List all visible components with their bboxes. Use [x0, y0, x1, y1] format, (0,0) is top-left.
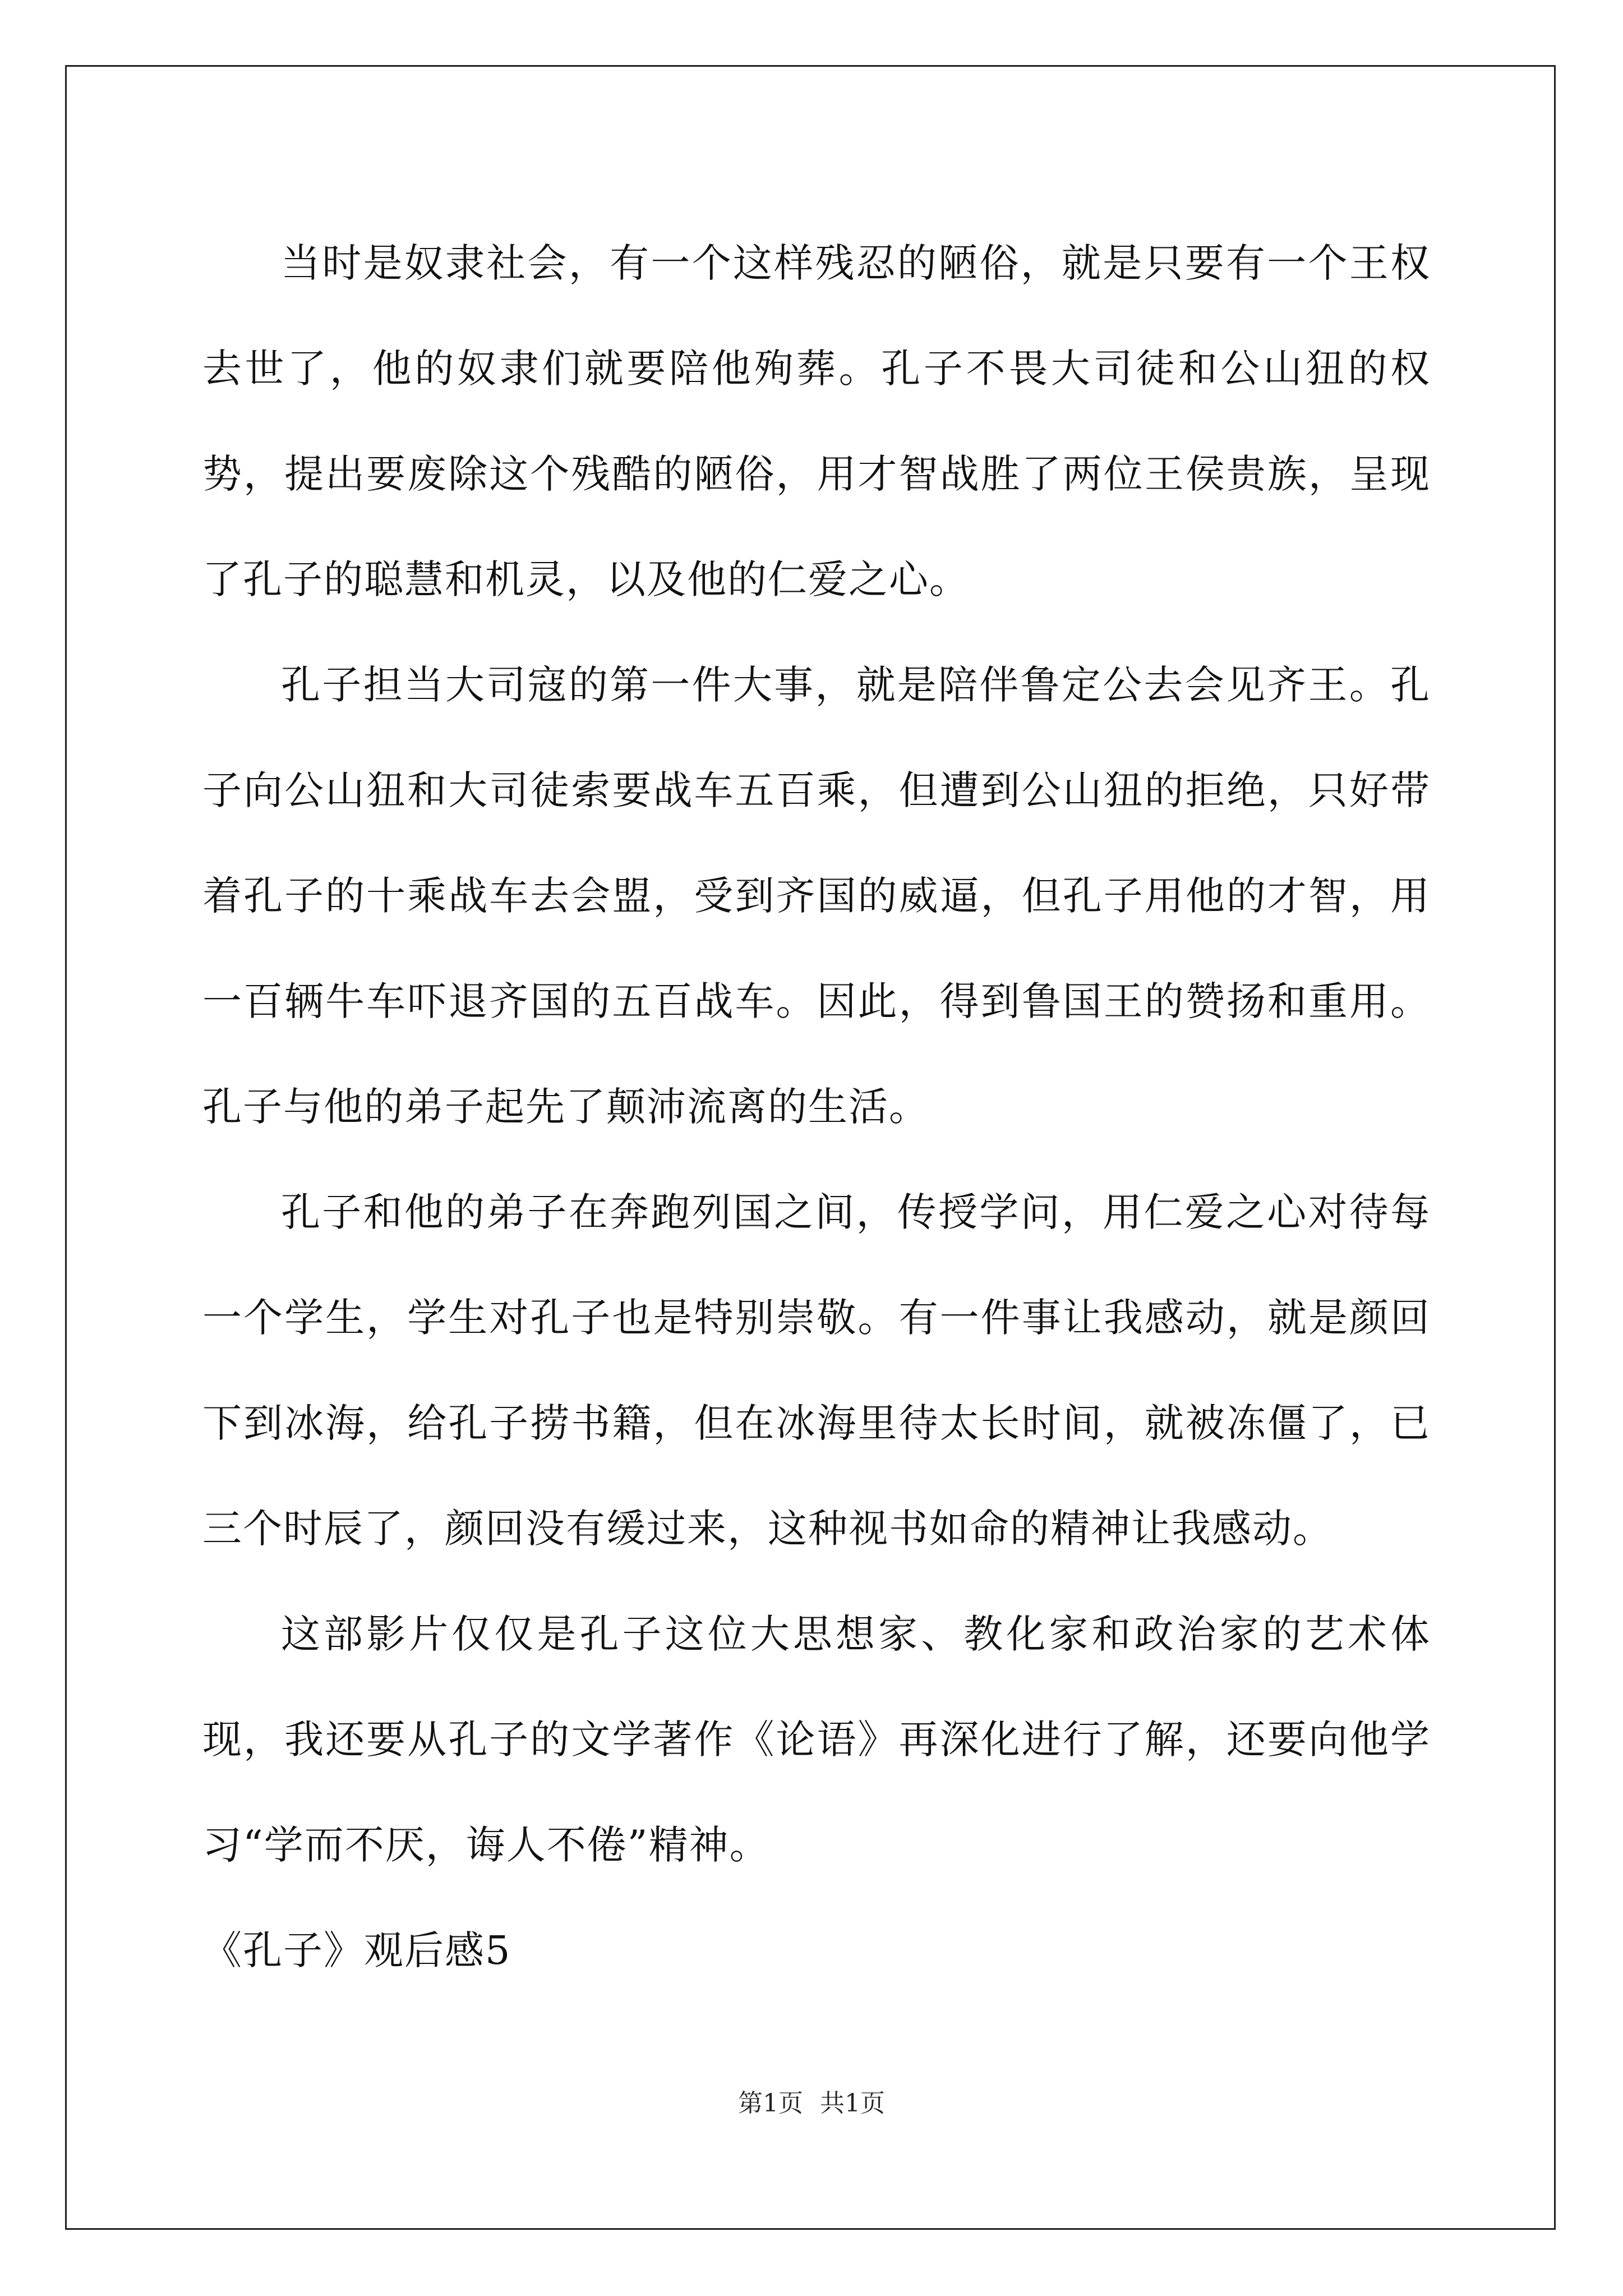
paragraph-3: 孔子和他的弟子在奔跑列国之间，传授学问，用仁爱之心对待每一个学生，学生对孔子也是特别崇敬。有一件事让我感动，就是颜回下到冰海，给孔子捞书籍，但在冰海里待太长时间，就被冻僵了，已三个时辰了，颜回没有缓过来，这种视书如命的精神让我感动。 — [202, 1189, 1431, 1552]
page-footer — [0, 2087, 1623, 2120]
paragraph-2: 孔子担当大司寇的第一件大事，就是陪伴鲁定公去会见齐王。孔子向公山狃和大司徒索要战车五百乘，但遭到公山狃的拒绝，只好带着孔子的十乘战车去会盟，受到齐国的威逼，但孔子用他的才智，用一百辆牛车吓退齐国的五百战车。因此，得到鲁国王的赞扬和重用。孔子与他的弟子起先了颠沛流离的生活。 — [202, 662, 1431, 1130]
page-total: 共1页 — [820, 2089, 885, 2118]
page-number: 第1页 — [738, 2089, 803, 2118]
paragraph-1: 当时是奴隶社会，有一个这样残忍的陋俗，就是只要有一个王权去世了，他的奴隶们就要陪他殉葬。孔子不畏大司徒和公山狃的权势，提出要废除这个残酷的陋俗，用才智战胜了两位王侯贵族，呈现了孔子的聪慧和机灵，以及他的仁爱之心。 — [202, 240, 1431, 602]
section-heading: 《孔子》观后感5 — [202, 1927, 511, 1973]
paragraph-4: 这部影片仅仅是孔子这位大思想家、教化家和政治家的艺术体现，我还要从孔子的文学著作《论语》再深化进行了解，还要向他学习“学而不厌，诲人不倦”精神。 — [202, 1611, 1431, 1868]
document-body — [202, 210, 1431, 2003]
